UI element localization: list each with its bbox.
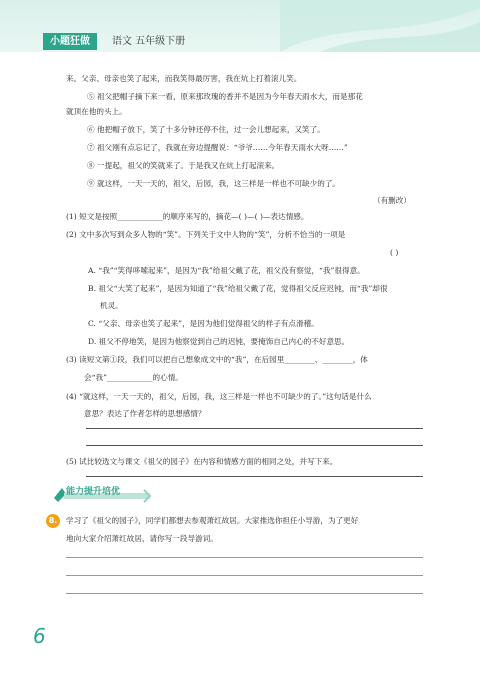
header-wave-decoration: [280, 0, 480, 52]
task-8-line: 地向大家介绍萧红故居，请你写一段导游词。: [66, 534, 218, 543]
option-b: B. 祖父“大笑了起来”，是因为知道了“我”给祖父戴了花，觉得祖父反应迟钝，而“我”却很: [88, 284, 388, 293]
passage-line: ⑥ 他把帽子放下，笑了十多分钟还停不住，过一会儿想起来，又笑了。: [87, 125, 325, 134]
source-note: （有删改）: [373, 196, 411, 205]
question-5: (5) 试比较选文与课文《祖父的园子》在内容和情感方面的相同之处，并写下来。: [66, 457, 338, 466]
passage-line: ⑨ 就这样，一天一天的，祖父，后园，我，这三样是一样也不可缺少的了。: [87, 179, 341, 188]
passage-line: 就顶在他的头上。: [66, 107, 127, 116]
answer-line[interactable]: [86, 428, 423, 429]
subject-label: 语文 五年级下册: [112, 36, 186, 47]
question-4-continued: 意思？表达了作者怎样的思想感情？: [84, 409, 206, 418]
option-b-continued: 机灵。: [100, 301, 123, 310]
passage-line: 来。父亲、母亲也笑了起来，而我笑得最厉害，我在炕上打着滚儿笑。: [66, 74, 302, 83]
answer-line[interactable]: [66, 557, 423, 558]
answer-line[interactable]: [86, 476, 423, 477]
passage-line: ⑤ 祖父把帽子摘下来一看，原来那玫瑰的香并不是因为今年春天雨水大，而是那花: [87, 92, 363, 101]
answer-line[interactable]: [66, 593, 423, 594]
question-3-continued: 会“我”____________的心情。: [84, 373, 183, 382]
option-d: D. 祖父不停地笑，是因为他察觉到自己的迟钝，要掩饰自己内心的不好意思。: [88, 337, 350, 346]
page-header: [0, 0, 480, 52]
series-badge: 小题狂做: [43, 33, 97, 50]
question-2: (2) 文中多次写到众多人物的“笑”。下列关于文中人物的“笑”，分析不恰当的一项是: [66, 230, 346, 239]
answer-line[interactable]: [66, 575, 423, 576]
answer-line[interactable]: [86, 445, 423, 446]
option-a: A. “我”“笑得哆嗦起来”，是因为“我”给祖父戴了花，祖父没有察觉，“我”很得意。: [88, 266, 365, 275]
task-8-line: 学习了《祖父的园子》，同学们都想去参观萧红故居。大家推选你担任小导游，为了更好: [66, 516, 359, 525]
section-title: 能力提升培优: [66, 487, 121, 497]
task-number-badge: 8.: [46, 514, 60, 528]
answer-paren: ( ): [390, 248, 399, 257]
passage-line: ⑦ 祖父刚有点忘记了，我就在旁边提醒说：“爷爷……今年春天雨水大呀……”: [87, 143, 348, 152]
option-c: C. “父亲、母亲也笑了起来”，是因为他们觉得祖父的样子有点滑稽。: [88, 319, 319, 328]
question-4: (4) “就这样，一天一天的，祖父，后园，我，这三样是一样也不可缺少的了。”这句话是什么: [66, 392, 372, 401]
passage-line: ⑧ 一提起，祖父的笑就来了。于是我又在炕上打起滚来。: [87, 161, 280, 170]
question-1: (1) 短文是按照____________的顺序来写的，摘花—( )—( )—表达情感。: [66, 212, 309, 221]
page-number: 6: [33, 624, 46, 648]
question-3: (3) 读短文第①段，我们可以把自己想象成文中的“我”，在后园里________、________，体: [66, 355, 368, 364]
